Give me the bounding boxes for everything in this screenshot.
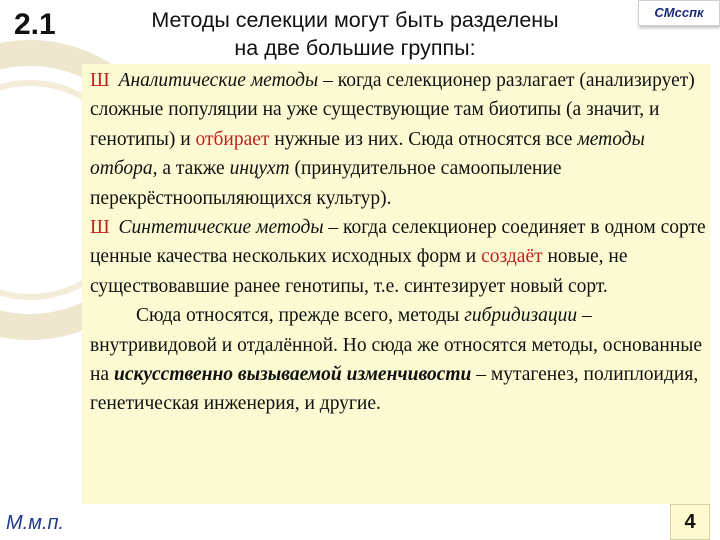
slide-title-line-1: Методы селекции могут быть разделены bbox=[151, 8, 559, 32]
paragraph-analytic bbox=[90, 66, 710, 213]
term-selection-methods: методы отбора bbox=[90, 128, 645, 180]
term-analytic-methods: Аналитические методы bbox=[118, 70, 319, 91]
paragraph-synthetic bbox=[90, 213, 710, 301]
highlight-selects: отбирает bbox=[195, 128, 270, 150]
slide-title bbox=[105, 6, 605, 62]
text-fragment: , а также bbox=[152, 158, 230, 180]
text-fragment: нужные из них. Сюда относятся все bbox=[269, 128, 578, 150]
highlight-creates: создаёт bbox=[481, 246, 543, 268]
slide-title-line-2: на две большие группы: bbox=[234, 36, 476, 60]
bullet-icon: Ш bbox=[90, 70, 110, 91]
text-fragment: Сюда относятся, прежде всего, методы bbox=[136, 305, 465, 327]
slide-number: 2.1 bbox=[14, 8, 56, 41]
text-fragment: – внутривидовой и отдалённой. Но сюда же относятся методы, основанные на bbox=[90, 305, 703, 386]
term-inbreeding: инцухт bbox=[229, 158, 290, 180]
author-signature: М.м.п. bbox=[6, 512, 65, 534]
term-hybridization: гибридизации bbox=[464, 305, 578, 327]
term-induced-variability: искусственно вызываемой изменчивости bbox=[113, 364, 472, 386]
text-fragment: – мутагенез, полиплоидия, генетическая инженерия, и другие. bbox=[90, 364, 699, 415]
text-fragment: (принудительное самоопыление перекрёстноопыляющихся культур). bbox=[90, 158, 562, 209]
page-number: 4 bbox=[670, 504, 710, 540]
corner-badge: СМсспк bbox=[638, 0, 720, 26]
content-text bbox=[90, 66, 710, 419]
term-synthetic-methods: Синтетические методы bbox=[118, 217, 324, 239]
bullet-icon: Ш bbox=[90, 217, 110, 239]
text-fragment: – когда селекционер разлагает (анализирует) сложные популяции на уже существующие там биотипы (а значит, и генотипы) и bbox=[90, 70, 695, 150]
paragraph-hybridization bbox=[90, 301, 710, 419]
text-fragment: – когда селекционер соединяет в одном сорте ценные качества нескольких исходных форм и bbox=[90, 217, 706, 268]
text-fragment: новые, не существовавшие ранее генотипы, т.е. синтезирует новый сорт. bbox=[90, 246, 628, 297]
